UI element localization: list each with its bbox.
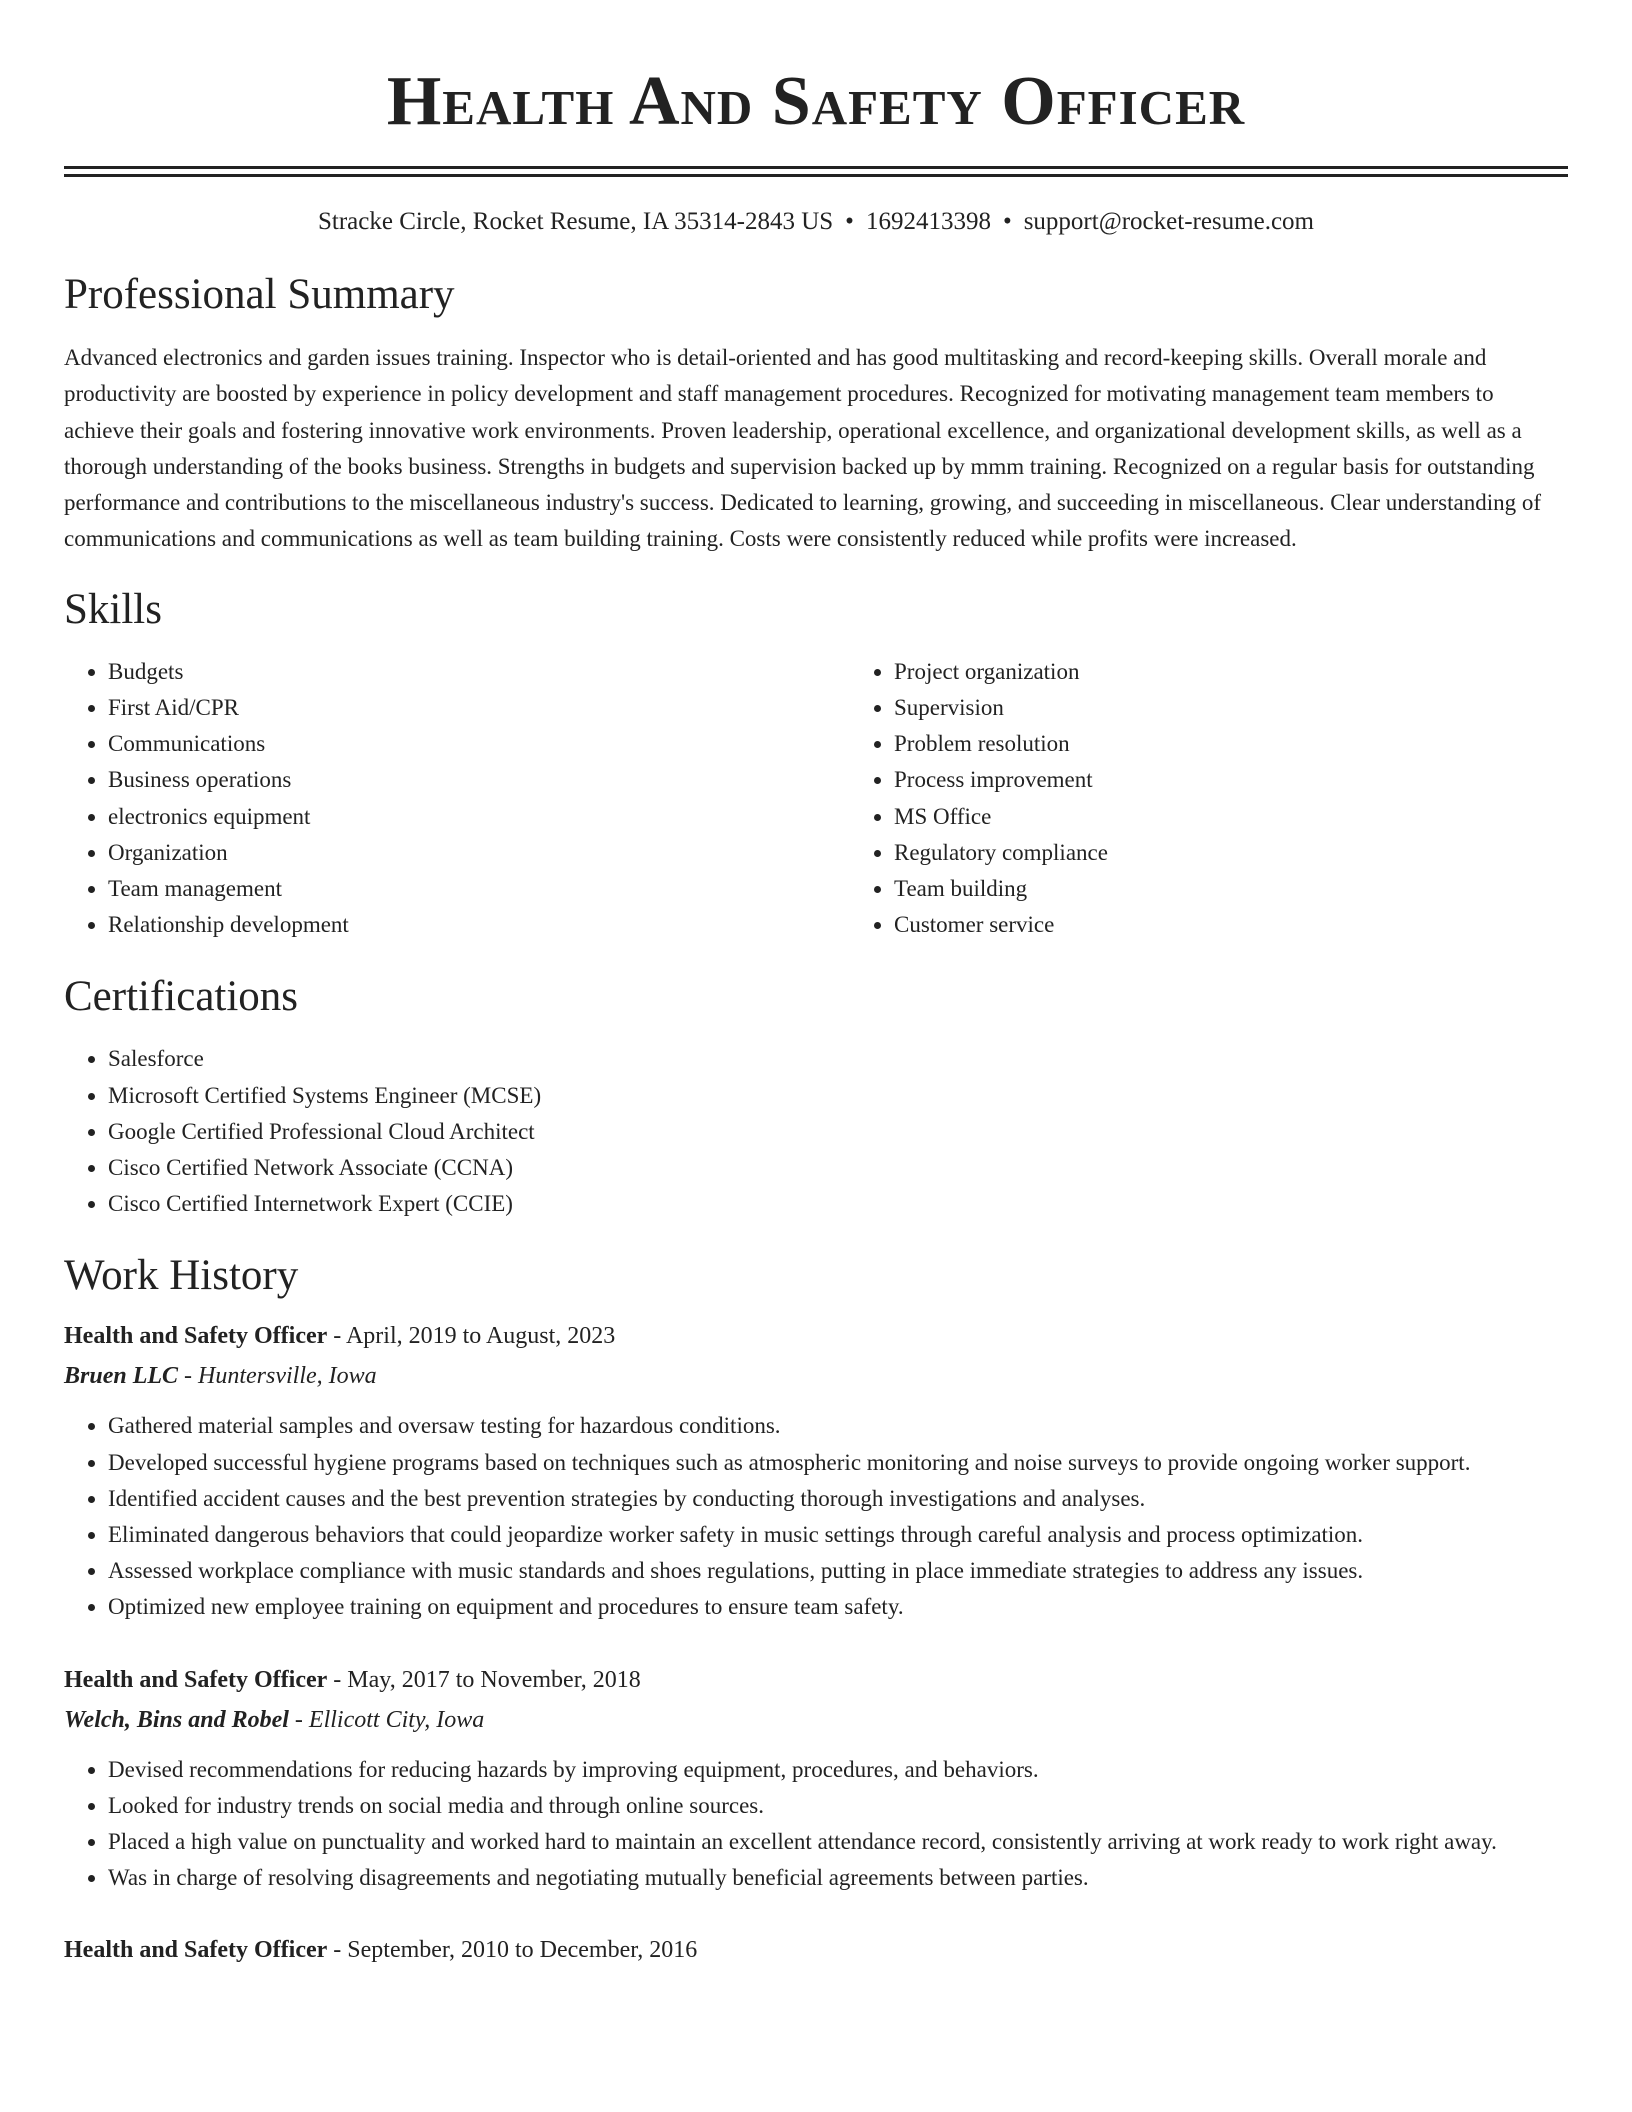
job-bullet: • Gathered material samples and oversaw testing for hazardous conditions. bbox=[108, 1408, 1568, 1444]
skill-item: • Customer service bbox=[894, 907, 1632, 943]
job-entry bbox=[64, 1316, 1568, 1625]
skills-list-left bbox=[64, 654, 850, 944]
skill-item: • electronics equipment bbox=[108, 799, 850, 835]
skill-item: • MS Office bbox=[894, 799, 1632, 835]
job-title-line bbox=[64, 1660, 1568, 1700]
contact-line bbox=[64, 205, 1568, 239]
contact-phone: 1692413398 bbox=[865, 208, 991, 235]
certifications-list bbox=[64, 1041, 1568, 1222]
certification-item: • Microsoft Certified Systems Engineer (MCSE) bbox=[108, 1078, 1568, 1114]
certifications-heading: Certifications bbox=[64, 973, 299, 1021]
job-dates: - September, 2010 to December, 2016 bbox=[327, 1937, 698, 1964]
job-bullet: • Developed successful hygiene programs based on techniques such as atmospheric monitoring and noise surveys to provide ongoing worker support. bbox=[108, 1445, 1568, 1481]
skills-grid bbox=[64, 654, 1568, 944]
job-bullet: • Devised recommendations for reducing hazards by improving equipment, procedures, and behaviors. bbox=[108, 1752, 1568, 1788]
contact-separator: • bbox=[845, 208, 854, 235]
certification-item: • Cisco Certified Internetwork Expert (CCIE) bbox=[108, 1186, 1568, 1222]
skill-item: • Regulatory compliance bbox=[894, 835, 1632, 871]
job-bullet: • Placed a high value on punctuality and worked hard to maintain an excellent attendance record, consistently arriving at work ready to work right away. bbox=[108, 1824, 1568, 1860]
skill-item: • Relationship development bbox=[108, 907, 850, 943]
skill-item: • Team building bbox=[894, 871, 1632, 907]
skill-item: • Process improvement bbox=[894, 762, 1632, 798]
skill-item: • Business operations bbox=[108, 762, 850, 798]
job-location: - Huntersville, Iowa bbox=[178, 1363, 377, 1390]
job-title: Health and Safety Officer bbox=[64, 1666, 328, 1693]
job-bullet: • Looked for industry trends on social media and through online sources. bbox=[108, 1788, 1568, 1824]
skill-item: • Project organization bbox=[894, 654, 1632, 690]
double-rule-divider bbox=[64, 166, 1568, 177]
skill-item: • Supervision bbox=[894, 690, 1632, 726]
job-bullet: • Was in charge of resolving disagreements and negotiating mutually beneficial agreements between parties. bbox=[108, 1860, 1568, 1896]
job-company-line bbox=[64, 1356, 1568, 1396]
job-location: - Ellicott City, Iowa bbox=[288, 1706, 485, 1733]
job-bullets bbox=[64, 1752, 1568, 1897]
job-bullet: • Eliminated dangerous behaviors that could jeopardize worker safety in music settings through careful analysis and process optimization. bbox=[108, 1517, 1568, 1553]
job-title-line bbox=[64, 1930, 1568, 1970]
certification-item: • Cisco Certified Network Associate (CCNA) bbox=[108, 1150, 1568, 1186]
job-entry bbox=[64, 1660, 1568, 1897]
skill-item: • First Aid/CPR bbox=[108, 690, 850, 726]
work-history-heading: Work History bbox=[64, 1252, 299, 1300]
certification-item: • Salesforce bbox=[108, 1041, 1568, 1077]
job-entry bbox=[64, 1930, 1568, 1970]
skill-item: • Team management bbox=[108, 871, 850, 907]
skill-item: • Problem resolution bbox=[894, 726, 1632, 762]
job-title: Health and Safety Officer bbox=[64, 1323, 328, 1350]
contact-email: support@rocket-resume.com bbox=[1023, 208, 1314, 235]
contact-address: Stracke Circle, Rocket Resume, IA 35314-2843 US bbox=[317, 208, 834, 235]
skill-item: • Organization bbox=[108, 835, 850, 871]
contact-separator: • bbox=[1002, 208, 1012, 235]
job-dates: - May, 2017 to November, 2018 bbox=[327, 1666, 641, 1693]
job-bullets bbox=[64, 1408, 1568, 1625]
job-company: Bruen LLC bbox=[64, 1363, 179, 1390]
skills-heading: Skills bbox=[64, 585, 162, 633]
job-title: Health and Safety Officer bbox=[64, 1937, 328, 1964]
summary-text: Advanced electronics and garden issues training. Inspector who is detail-oriented and has good multitasking and record-keeping skills. Overall morale and productivity are boosted by experience in policy development and staff management procedures. Recognized for motivating management team members to achieve their goals and fostering innovative work environments. Proven leadership, operational excellence, and organizational development skills, as well as a thorough understanding of the books business. Strengths in budgets and supervision backed up by mmm training. Recognized on a regular basis for outstanding performance and contributions to the miscellaneous industry's success. Dedicated to learning, growing, and succeeding in miscellaneous. Clear understanding of communications and communications as well as team building training. Costs were consistently reduced while profits were increased. bbox=[64, 345, 1542, 552]
skill-item: • Budgets bbox=[108, 654, 850, 690]
summary-heading: Professional Summary bbox=[64, 271, 455, 318]
certification-item: • Google Certified Professional Cloud Architect bbox=[108, 1114, 1568, 1150]
job-bullet: • Identified accident causes and the best prevention strategies by conducting thorough investigations and analyses. bbox=[108, 1481, 1568, 1517]
job-dates: - April, 2019 to August, 2023 bbox=[327, 1323, 616, 1350]
resume-title: Health And Safety Officer bbox=[386, 63, 1246, 140]
job-company-line bbox=[64, 1700, 1568, 1740]
job-bullet: • Optimized new employee training on equipment and procedures to ensure team safety. bbox=[108, 1589, 1568, 1625]
job-title-line bbox=[64, 1316, 1568, 1356]
job-company: Welch, Bins and Robel bbox=[64, 1706, 289, 1733]
skills-list-right bbox=[850, 654, 1632, 944]
job-bullet: • Assessed workplace compliance with music standards and shoes regulations, putting in place immediate strategies to address any issues. bbox=[108, 1553, 1568, 1589]
skill-item: • Communications bbox=[108, 726, 850, 762]
